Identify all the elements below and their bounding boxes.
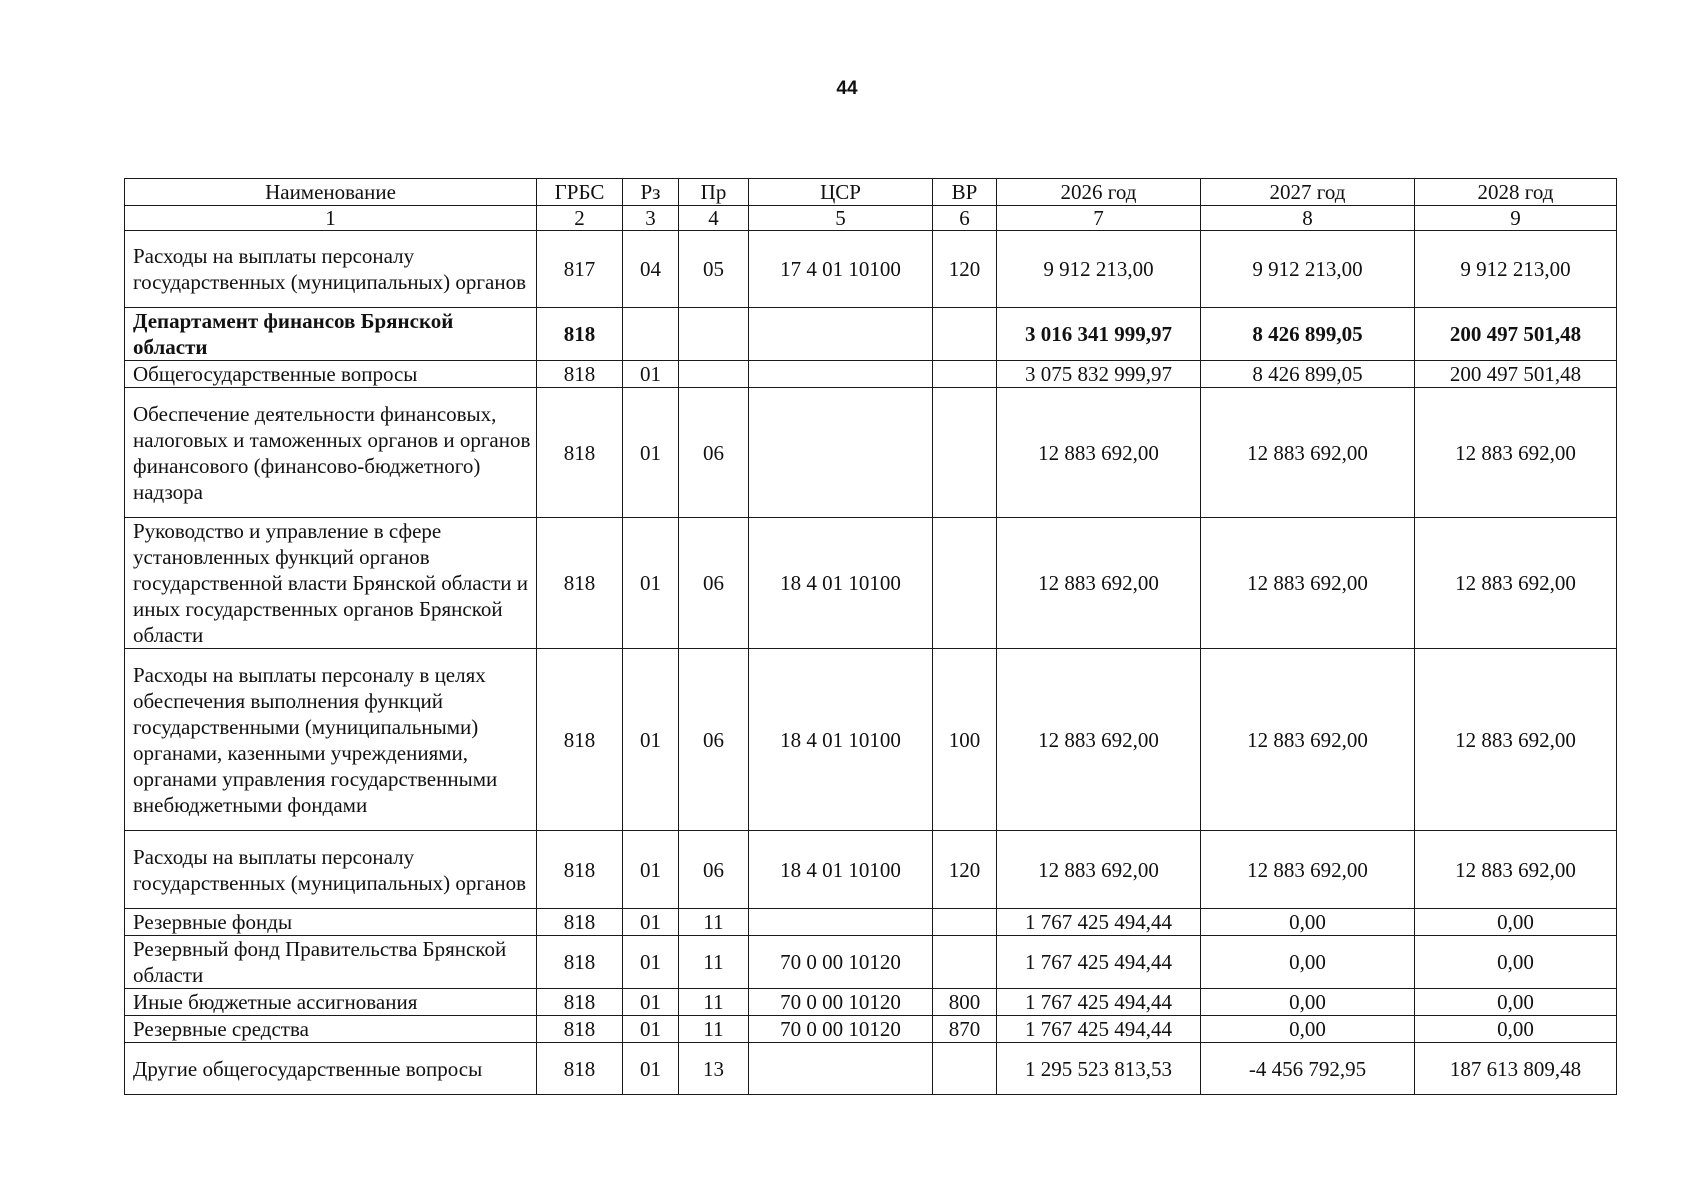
column-number-row (125, 206, 1617, 231)
budget-table (124, 178, 1617, 1095)
row-grbs: 817 (537, 231, 623, 308)
row-pr: 11 (679, 936, 749, 989)
row-2027: 9 912 213,00 (1201, 231, 1415, 308)
row-name: Руководство и управление в сфере установленных функций органов государственной власти Брянской области и иных государственных органов Брянской области (125, 518, 537, 649)
row-rz: 01 (623, 518, 679, 649)
table-row (125, 909, 1617, 936)
row-grbs: 818 (537, 518, 623, 649)
row-rz: 01 (623, 649, 679, 831)
row-vr: 100 (933, 649, 997, 831)
column-number: 6 (933, 206, 997, 231)
column-number: 8 (1201, 206, 1415, 231)
row-vr: 120 (933, 231, 997, 308)
row-name: Иные бюджетные ассигнования (125, 989, 537, 1016)
row-rz: 01 (623, 909, 679, 936)
row-2028: 0,00 (1415, 936, 1617, 989)
row-2027: 8 426 899,05 (1201, 361, 1415, 388)
row-2026: 3 016 341 999,97 (997, 308, 1201, 361)
row-grbs: 818 (537, 1016, 623, 1043)
row-2027: 0,00 (1201, 936, 1415, 989)
row-vr: 800 (933, 989, 997, 1016)
row-rz: 01 (623, 1016, 679, 1043)
row-grbs: 818 (537, 936, 623, 989)
header-vr: ВР (933, 179, 997, 206)
row-2028: 12 883 692,00 (1415, 518, 1617, 649)
column-number: 3 (623, 206, 679, 231)
row-name: Расходы на выплаты персоналу государственных (муниципальных) органов (125, 831, 537, 909)
row-name: Расходы на выплаты персоналу государственных (муниципальных) органов (125, 231, 537, 308)
row-vr (933, 909, 997, 936)
row-csr: 70 0 00 10120 (749, 989, 933, 1016)
row-vr (933, 1043, 997, 1095)
row-grbs: 818 (537, 308, 623, 361)
row-csr: 18 4 01 10100 (749, 518, 933, 649)
header-row (125, 179, 1617, 206)
row-grbs: 818 (537, 909, 623, 936)
row-pr: 11 (679, 909, 749, 936)
table-row (125, 518, 1617, 649)
row-pr: 13 (679, 1043, 749, 1095)
row-name: Общегосударственные вопросы (125, 361, 537, 388)
row-rz: 01 (623, 936, 679, 989)
row-name: Резервный фонд Правительства Брянской области (125, 936, 537, 989)
row-rz: 01 (623, 989, 679, 1016)
row-vr: 870 (933, 1016, 997, 1043)
row-2026: 12 883 692,00 (997, 649, 1201, 831)
row-2027: 12 883 692,00 (1201, 518, 1415, 649)
table-row (125, 989, 1617, 1016)
row-2027: 12 883 692,00 (1201, 388, 1415, 518)
column-number: 5 (749, 206, 933, 231)
table-row (125, 936, 1617, 989)
row-name: Другие общегосударственные вопросы (125, 1043, 537, 1095)
row-2026: 1 767 425 494,44 (997, 936, 1201, 989)
row-2028: 0,00 (1415, 909, 1617, 936)
row-pr: 11 (679, 989, 749, 1016)
row-name: Резервные средства (125, 1016, 537, 1043)
row-pr: 06 (679, 388, 749, 518)
row-vr (933, 936, 997, 989)
page-number: 44 (836, 78, 858, 99)
header-name: Наименование (125, 179, 537, 206)
row-name: Обеспечение деятельности финансовых, налоговых и таможенных органов и органов финансового (финансово-бюджетного) надзора (125, 388, 537, 518)
row-2028: 0,00 (1415, 1016, 1617, 1043)
row-csr: 70 0 00 10120 (749, 1016, 933, 1043)
row-csr: 18 4 01 10100 (749, 831, 933, 909)
row-2026: 12 883 692,00 (997, 518, 1201, 649)
row-pr (679, 308, 749, 361)
row-pr: 06 (679, 649, 749, 831)
row-2026: 3 075 832 999,97 (997, 361, 1201, 388)
header-2027: 2027 год (1201, 179, 1415, 206)
row-vr (933, 388, 997, 518)
row-pr (679, 361, 749, 388)
row-2028: 12 883 692,00 (1415, 649, 1617, 831)
row-2028: 9 912 213,00 (1415, 231, 1617, 308)
header-grbs: ГРБС (537, 179, 623, 206)
row-grbs: 818 (537, 388, 623, 518)
row-grbs: 818 (537, 361, 623, 388)
row-vr: 120 (933, 831, 997, 909)
row-2028: 200 497 501,48 (1415, 308, 1617, 361)
row-csr (749, 361, 933, 388)
row-csr: 18 4 01 10100 (749, 649, 933, 831)
row-rz: 01 (623, 1043, 679, 1095)
row-2027: 0,00 (1201, 989, 1415, 1016)
row-2026: 1 295 523 813,53 (997, 1043, 1201, 1095)
row-2028: 187 613 809,48 (1415, 1043, 1617, 1095)
table-row (125, 361, 1617, 388)
row-2026: 1 767 425 494,44 (997, 989, 1201, 1016)
row-vr (933, 308, 997, 361)
row-pr: 06 (679, 831, 749, 909)
row-name: Резервные фонды (125, 909, 537, 936)
column-number: 1 (125, 206, 537, 231)
row-rz: 01 (623, 388, 679, 518)
row-2026: 12 883 692,00 (997, 388, 1201, 518)
row-2028: 200 497 501,48 (1415, 361, 1617, 388)
table-row (125, 231, 1617, 308)
row-2026: 1 767 425 494,44 (997, 1016, 1201, 1043)
row-pr: 11 (679, 1016, 749, 1043)
row-rz: 04 (623, 231, 679, 308)
row-rz: 01 (623, 831, 679, 909)
table-row (125, 649, 1617, 831)
row-2027: 12 883 692,00 (1201, 831, 1415, 909)
row-2028: 12 883 692,00 (1415, 831, 1617, 909)
row-2026: 12 883 692,00 (997, 831, 1201, 909)
table-row (125, 1016, 1617, 1043)
column-number: 4 (679, 206, 749, 231)
row-2028: 0,00 (1415, 989, 1617, 1016)
header-pr: Пр (679, 179, 749, 206)
row-pr: 05 (679, 231, 749, 308)
row-name: Расходы на выплаты персоналу в целях обеспечения выполнения функций государственными (муниципальными) органами, казенными учреждениями, органами управления государственными внебюджетными фондами (125, 649, 537, 831)
row-2028: 12 883 692,00 (1415, 388, 1617, 518)
row-csr (749, 388, 933, 518)
row-grbs: 818 (537, 649, 623, 831)
table-row (125, 1043, 1617, 1095)
row-csr (749, 308, 933, 361)
header-2028: 2028 год (1415, 179, 1617, 206)
row-grbs: 818 (537, 1043, 623, 1095)
row-rz (623, 308, 679, 361)
table-row (125, 308, 1617, 361)
row-grbs: 818 (537, 831, 623, 909)
row-2026: 1 767 425 494,44 (997, 909, 1201, 936)
table-row (125, 388, 1617, 518)
row-csr: 70 0 00 10120 (749, 936, 933, 989)
row-2027: 8 426 899,05 (1201, 308, 1415, 361)
row-2027: 0,00 (1201, 1016, 1415, 1043)
row-2027: 0,00 (1201, 909, 1415, 936)
row-grbs: 818 (537, 989, 623, 1016)
row-2027: 12 883 692,00 (1201, 649, 1415, 831)
header-csr: ЦСР (749, 179, 933, 206)
row-vr (933, 361, 997, 388)
row-name: Департамент финансов Брянской области (125, 308, 537, 361)
row-vr (933, 518, 997, 649)
header-rz: Рз (623, 179, 679, 206)
row-pr: 06 (679, 518, 749, 649)
row-csr (749, 909, 933, 936)
row-2026: 9 912 213,00 (997, 231, 1201, 308)
row-2027: -4 456 792,95 (1201, 1043, 1415, 1095)
header-2026: 2026 год (997, 179, 1201, 206)
row-csr (749, 1043, 933, 1095)
column-number: 2 (537, 206, 623, 231)
row-rz: 01 (623, 361, 679, 388)
column-number: 7 (997, 206, 1201, 231)
column-number: 9 (1415, 206, 1617, 231)
row-csr: 17 4 01 10100 (749, 231, 933, 308)
table-row (125, 831, 1617, 909)
